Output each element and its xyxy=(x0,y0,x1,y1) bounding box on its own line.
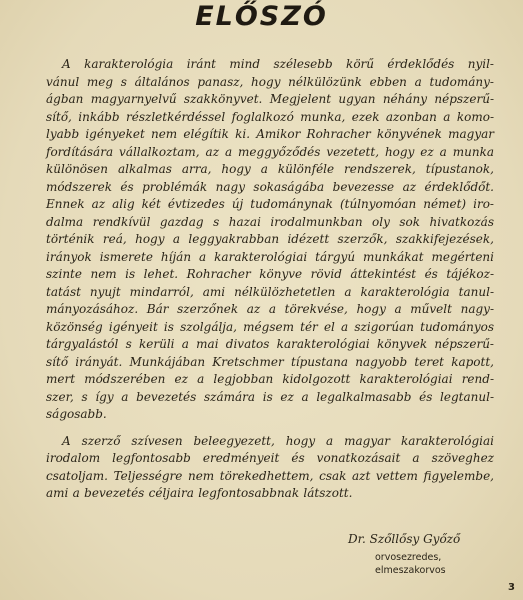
text-line: lyabb igényeket nem elégítik ki. Amikor Rohracher könyvének magyar xyxy=(46,127,494,141)
text-line: irodalom legfontosabb eredményeit és vonatkozásait a szöveghez xyxy=(46,451,494,465)
text-line: különösen alkalmas arra, hogy a különféle rendszerek, típustanok, xyxy=(46,162,494,176)
text-line: Ennek az alig két évtizedes új tudománynak (túlnyomóan német) iro- xyxy=(46,197,494,211)
author-title-line-1: orvosezredes, xyxy=(375,552,442,563)
preface-text xyxy=(46,56,494,503)
paragraph-2 xyxy=(46,433,494,503)
text-line: fordítására vállalkoztam, az a meggyőződés vezetett, hogy ez a munka xyxy=(46,144,494,159)
text-line: sítő irányát. Munkájában Kretschmer típustana nagyobb teret kapott, xyxy=(46,354,494,369)
page-number: 3 xyxy=(508,582,515,593)
text-line: vánul meg s általános panasz, hogy nélkülözünk ebben a tudomány- xyxy=(46,74,494,89)
paragraph-1 xyxy=(46,56,494,424)
text-line: A karakterológia iránt mind szélesebb körű érdeklődés nyil- xyxy=(62,57,494,71)
author-title-line-2: elmeszakorvos xyxy=(375,565,446,576)
page-title: ELŐSZÓ xyxy=(195,1,328,32)
text-line: módszerek és problémák nagy sokaságába bevezesse az érdeklődőt. xyxy=(46,179,494,194)
text-line: mert módszerében ez a legjobban kidolgozott karakterológiai rend- xyxy=(46,372,494,386)
text-line: közönség igényeit is szolgálja, mégsem tér el a szigorúan tudományos xyxy=(46,319,494,334)
author-name: Dr. Szőllősy Győző xyxy=(348,532,461,546)
text-line: irányok ismerete híján a karakterológiai tárgyú munkákat megérteni xyxy=(46,249,494,264)
text-line: történik reá, hogy a leggyakrabban idézett szerzők, szakkifejezések, xyxy=(46,232,494,246)
text-line: ságosabb. xyxy=(46,407,107,421)
text-line: szinte nem is lehet. Rohracher könyve rövid áttekintést és tájékoz- xyxy=(46,267,494,281)
text-line: ágban magyarnyelvű szakkönyvet. Megjelent ugyan néhány népszerű- xyxy=(46,92,494,106)
text-line: csatoljam. Teljességre nem törekedhettem, csak azt vettem figyelembe, xyxy=(46,468,494,483)
text-line: tatást nyujt mindarról, ami nélkülözhetetlen a karakterológia tanul- xyxy=(46,284,494,299)
text-line: A szerző szívesen beleegyezett, hogy a magyar karakterológiai xyxy=(62,433,494,448)
text-line: tárgyalástól s kerüli a mai divatos karakterológiai könyvek népszerű- xyxy=(46,337,494,351)
text-line: mányozásához. Bár szerzőnek az a törekvése, hogy a művelt nagy- xyxy=(46,302,494,316)
text-line: dalma rendkívül gazdag s hazai irodalmunkban oly sok hivatkozás xyxy=(46,214,494,229)
text-line: ami a bevezetés céljaira legfontosabbnak látszott. xyxy=(46,486,353,500)
text-line: szer, s így a bevezetés számára is ez a legalkalmasabb és legtanul- xyxy=(46,389,494,404)
text-line: sítő, inkább részletkérdéssel foglalkozó munka, ezek azonban a komo- xyxy=(46,109,494,124)
